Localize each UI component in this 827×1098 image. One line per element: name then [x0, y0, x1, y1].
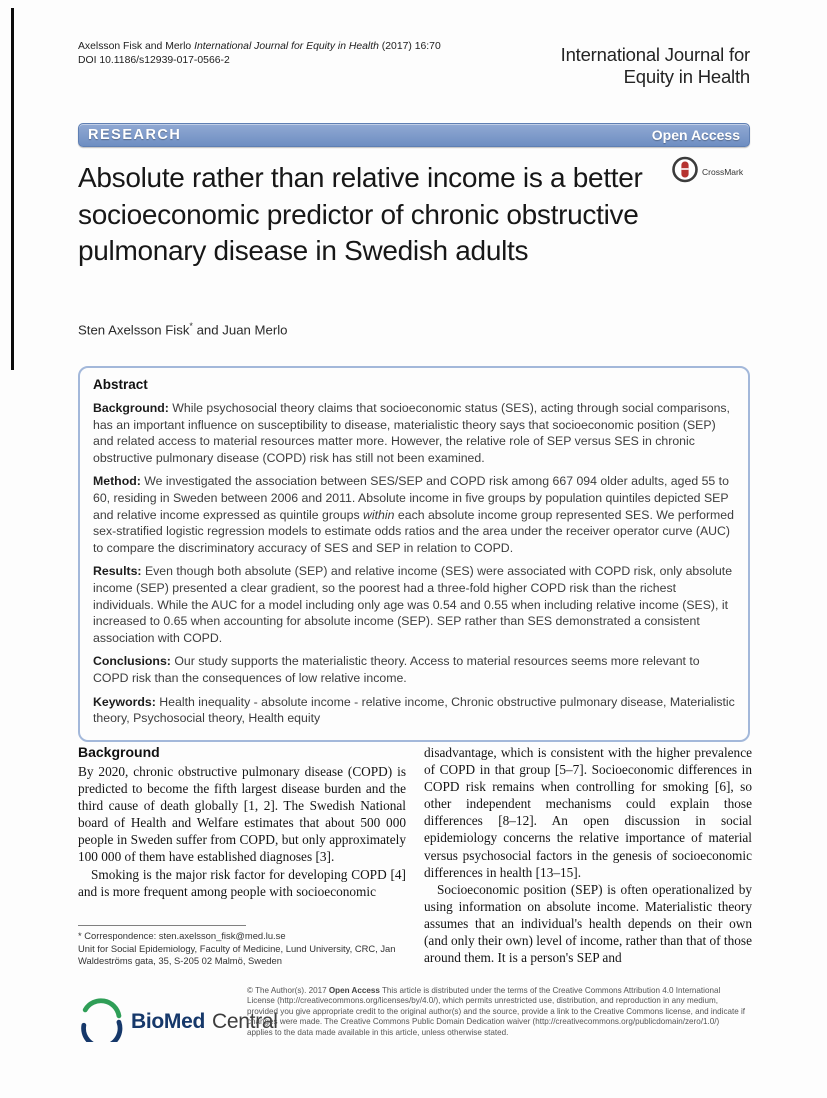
abstract-method-text-post: each absolute income group represented SES. We performed sex-stratified logistic regression models to estimate odds ratios and the area under the receiver operator curve (AUC) to compare the discriminatory accuracy of SES and SEP in relation to COPD. [93, 507, 734, 555]
body-paragraph: Smoking is the major risk factor for developing COPD [4] and is more frequent among people with socioeconomic [78, 866, 406, 899]
correspondence-line: * Correspondence: sten.axelsson_fisk@med.lu.se [78, 930, 286, 941]
footnote [78, 925, 412, 968]
journal-logo-line2: Equity in Health [623, 65, 750, 87]
body-paragraph: disadvantage, which is consistent with the higher prevalence of COPD in that group [5–7]. Socioeconomic differences in COPD risk remains when controlling for smoking [6], so other independent mechanisms could explain those differences [8–12]. An open discussion in social epidemiology concerns the relative importance of material versus psychosocial factors in the genesis of socioeconomic differences in health [13–15]. [424, 745, 752, 880]
citation-line [78, 40, 441, 54]
abstract-keywords-text: Health inequality - absolute income - relative income, Chronic obstructive pulmonary disease, Materialistic theory, Psychosocial theory, Health equity [93, 694, 735, 726]
citation-block [78, 40, 441, 67]
abstract-conclusions [93, 653, 735, 686]
citation-authors: Axelsson Fisk and Merlo [78, 41, 195, 52]
open-access-badge: Open Access [651, 127, 740, 143]
license-text [247, 986, 747, 1038]
research-banner [78, 123, 750, 147]
footnote-rule [78, 925, 246, 926]
section-heading-background: Background [78, 744, 160, 760]
license-open-access: Open Access [328, 986, 380, 995]
crossmark-badge [672, 156, 743, 188]
abstract-keywords [93, 694, 735, 727]
abstract-conclusions-text: Our study supports the materialistic theory. Access to material resources seems more relevant to COPD risk than the consequences of low relative income. [93, 654, 700, 685]
body-paragraph: Socioeconomic position (SEP) is often operationalized by using information on absolute income. Materialistic theory assumes that an individual's health depends on their own (and only their own) level of income, rather than that of those around them. It is a person's SEP and [424, 881, 752, 966]
abstract-method [93, 473, 735, 556]
author-asterisk: * [189, 321, 193, 331]
abstract-results-label: Results: [93, 564, 142, 579]
bmc-circle-icon [78, 996, 124, 1047]
abstract-box [78, 366, 750, 742]
abstract-heading: Abstract [93, 377, 148, 392]
right-column [424, 744, 752, 966]
abstract-results-text: Even though both absolute (SEP) and relative income (SES) were associated with COPD risk, only absolute income (SEP) presented a clear gradient, so the poorest had a three-fold higher COPD risk than the richest individuals. While the AUC for a model including only age was 0.54 and 0.55 when including relative income (SES), it increased to 0.65 when accounting for absolute income (SEP). SEP rather than SES demonstrated a consistent association with COPD. [93, 564, 733, 645]
citation-ref: (2017) 16:70 [378, 41, 441, 52]
doi-line: DOI 10.1186/s12939-017-0566-2 [78, 54, 230, 66]
abstract-method-text: We investigated the association between SES/SEP and COPD risk among 667 094 older adults, aged 55 to 60, residing in Sweden between 2006 and 2011. Absolute income in five groups by population quintiles depicted SEP and relative income expressed as quintile groups [93, 474, 729, 522]
license-post: This article is distributed under the terms of the Creative Commons Attribution 4.0 International License (http://creativecommons.org/licenses/by/4.0/), which permits unrestricted use, distribution, and reproduction in any medium, provided you give appropriate credit to the original author(s) and the source, provide a link to the Creative Commons license, and indicate if changes were made. The Creative Commons Public Domain Dedication waiver (http://creativecommons.org/publicdomain/zero/1.0/) applies to the data made available in this article, unless otherwise stated. [247, 986, 746, 1037]
bmc-logo-central: Central [212, 1009, 278, 1033]
crossmark-label: CrossMark [702, 167, 744, 177]
abstract-method-italic: within [363, 507, 395, 522]
author-rest: and Juan Merlo [192, 322, 288, 338]
license-pre: © The Author(s). 2017 [247, 986, 329, 995]
abstract-background-label: Background: [93, 401, 169, 415]
bmc-logo-biomed: BioMed [131, 1009, 206, 1033]
abstract-conclusions-label: Conclusions: [93, 654, 171, 669]
crossmark-icon [672, 156, 698, 188]
abstract-background [93, 400, 735, 466]
abstract-keywords-label: Keywords: [93, 694, 156, 709]
body-paragraph: By 2020, chronic obstructive pulmonary disease (COPD) is predicted to become the fifth largest disease burden and the third cause of death globally [1, 2]. The Swedish National board of Health and Welfare estimates that about 500 000 people in Sweden suffer from COPD, but only approximately 100 000 of them have established diagnoses [3]. [78, 764, 406, 865]
journal-logo [561, 44, 750, 87]
abstract-background-text: While psychosocial theory claims that socioeconomic status (SES), acting through social comparisons, has an important influence on susceptibility to disease, materialistic theory says that socioeconomic position (SEP) and related access to material resources matter more. However, the relative role of SEP versus SES in chronic obstructive pulmonary disease (COPD) risk has still not been examined. [93, 401, 730, 465]
abstract-method-label: Method: [93, 474, 141, 489]
research-label: RESEARCH [88, 127, 182, 143]
citation-journal: International Journal for Equity in Health [194, 41, 379, 52]
author-line [78, 321, 288, 337]
journal-logo-line1: International Journal for [560, 44, 750, 65]
abstract-results [93, 563, 735, 646]
article-title: Absolute rather than relative income is a better socioeconomic predictor of chronic obstructive pulmonary disease in Swedish adults [78, 162, 643, 266]
scan-edge-bar [11, 8, 14, 370]
author-name: Sten Axelsson Fisk [78, 322, 190, 338]
affiliation-line: Unit for Social Epidemiology, Faculty of Medicine, Lund University, CRC, Jan Waldeströms gata, 35, S-205 02 Malmö, Sweden [78, 942, 396, 967]
